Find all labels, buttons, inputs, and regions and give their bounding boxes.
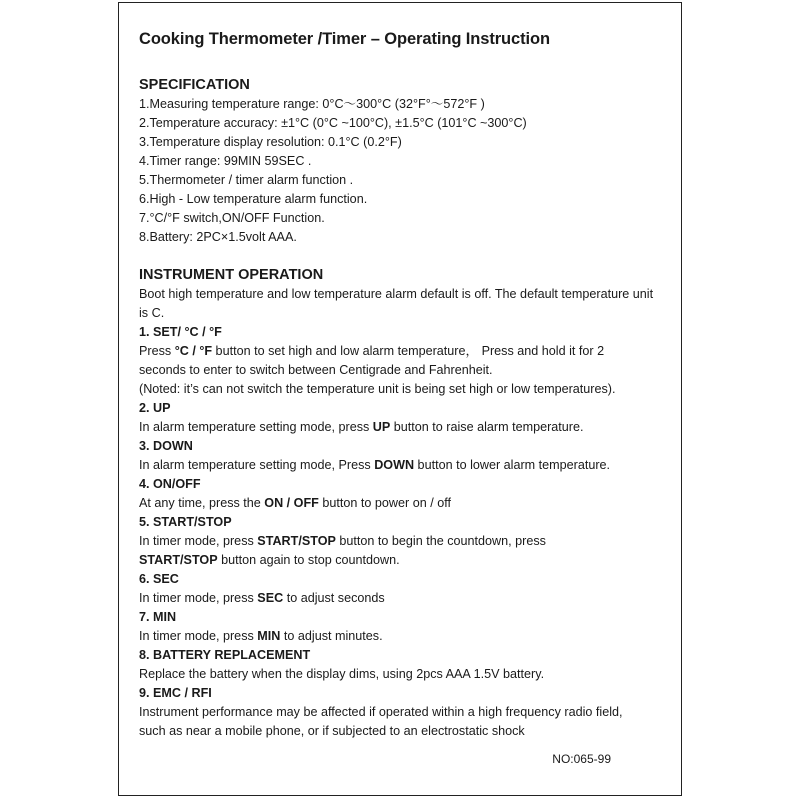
down-heading: 3. DOWN xyxy=(139,439,193,453)
spec-item: 1.Measuring temperature range: 0°C～300°C (32°F°～572°F ) xyxy=(139,97,485,111)
set-note: (Noted: it’s can not switch the temperature unit is being set high or low temperatures). xyxy=(139,382,616,396)
document-code: NO:065-99 xyxy=(552,752,611,766)
spec-item: 8.Battery: 2PC×1.5volt AAA. xyxy=(139,230,297,244)
spec-item: 2.Temperature accuracy: ±1°C (0°C ~100°C), ±1.5°C (101°C ~300°C) xyxy=(139,116,527,130)
up-key: UP xyxy=(372,420,391,434)
instruction-sheet xyxy=(118,2,682,796)
emc-text-1: Instrument performance may be affected if operated within a high frequency radio field, xyxy=(139,705,623,719)
specification-heading: SPECIFICATION xyxy=(139,77,250,93)
emc-heading: 9. EMC / RFI xyxy=(139,686,212,700)
battery-text: Replace the battery when the display dims, using 2pcs AAA 1.5V battery. xyxy=(139,667,545,681)
document-title: Cooking Thermometer /Timer – Operating Instruction xyxy=(139,30,550,48)
emc-text-2: such as near a mobile phone, or if subjected to an electrostatic shock xyxy=(139,724,525,738)
down-text: In alarm temperature setting mode, Press DOWN button to lower alarm temperature. xyxy=(139,458,611,472)
spec-item: 6.High - Low temperature alarm function. xyxy=(139,192,368,206)
startstop-key: START/STOP xyxy=(257,534,336,548)
set-text-2: seconds to enter to switch between Centigrade and Fahrenheit. xyxy=(139,363,493,377)
min-key: MIN xyxy=(257,629,281,643)
spec-item: 3.Temperature display resolution: 0.1°C (0.2°F) xyxy=(139,135,402,149)
set-text-1: Press °C / °F button to set high and low alarm temperature， Press and hold it for 2 xyxy=(139,344,605,358)
operation-heading: INSTRUMENT OPERATION xyxy=(139,267,324,283)
sec-heading: 6. SEC xyxy=(139,572,179,586)
battery-heading: 8. BATTERY REPLACEMENT xyxy=(139,648,311,662)
down-key: DOWN xyxy=(374,458,415,472)
startstop-key: START/STOP xyxy=(139,553,218,567)
startstop-text-2: START/STOP button again to stop countdown. xyxy=(139,553,400,567)
min-text: In timer mode, press MIN to adjust minutes. xyxy=(139,629,383,643)
onoff-heading: 4. ON/OFF xyxy=(139,477,201,491)
operation-intro: Boot high temperature and low temperature alarm default is off. The default temperature unit is C. xyxy=(139,287,654,320)
spec-item: 5.Thermometer / timer alarm function . xyxy=(139,173,354,187)
startstop-heading: 5. START/STOP xyxy=(139,515,232,529)
sec-key: SEC xyxy=(257,591,284,605)
startstop-text-1: In timer mode, press START/STOP button to begin the countdown, press xyxy=(139,534,546,548)
specification-list xyxy=(139,95,669,247)
min-heading: 7. MIN xyxy=(139,610,177,624)
set-heading: 1. SET/ °C / °F xyxy=(139,325,222,339)
up-heading: 2. UP xyxy=(139,401,171,415)
spec-item: 4.Timer range: 99MIN 59SEC . xyxy=(139,154,312,168)
onoff-key: ON / OFF xyxy=(264,496,319,510)
sheet-content xyxy=(139,29,669,741)
unit-key: °C / °F xyxy=(174,344,213,358)
up-text: In alarm temperature setting mode, press UP button to raise alarm temperature. xyxy=(139,420,584,434)
sec-text: In timer mode, press SEC to adjust seconds xyxy=(139,591,385,605)
spec-item: 7.°C/°F switch,ON/OFF Function. xyxy=(139,211,325,225)
onoff-text: At any time, press the ON / OFF button to power on / off xyxy=(139,496,451,510)
